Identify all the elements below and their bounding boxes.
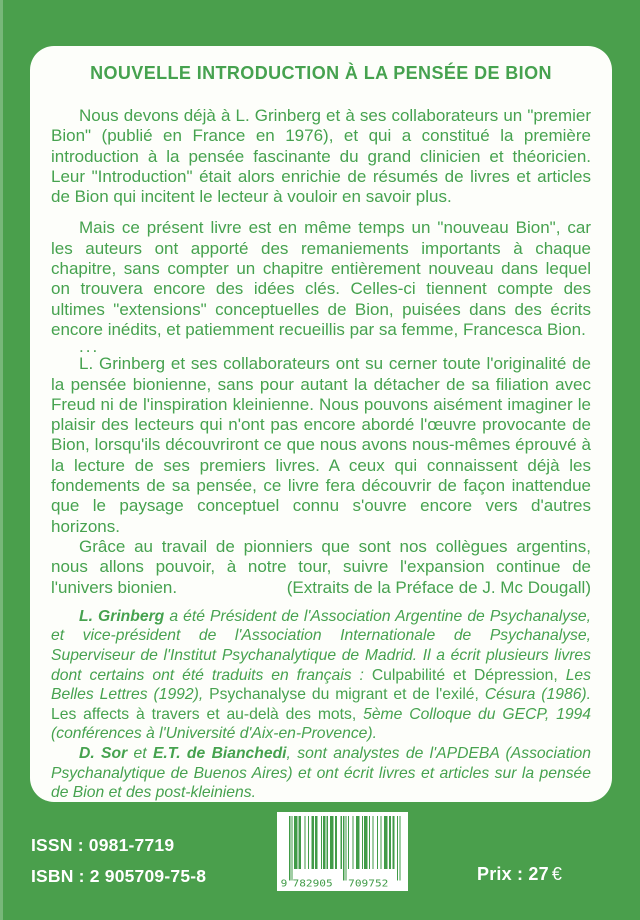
svg-text:9: 9 bbox=[281, 877, 288, 888]
bio-segment: 5ème Colloque du GECP, 1994 (conférences à l'Université d'Aix-en-Provence). bbox=[51, 705, 591, 743]
blurb-paragraphs bbox=[51, 106, 591, 598]
isbn-label: ISBN : 2 905709-75-8 bbox=[31, 866, 207, 886]
blurb-paragraph: Nous devons déjà à L. Grinberg et à ses collaborateurs un "premier Bion" (publié en France en 1976), et qui a constitué la première introduction à la pensée fascinante du grand clinicien et théoricien. Leur "Introduction" était alors enrichie de résumés de livres et articles de Bion qui incitent le lecteur à vouloir en savoir plus. bbox=[51, 106, 591, 207]
barcode-bars bbox=[281, 816, 404, 888]
bio-segment: Culpabilité et Dépression, bbox=[371, 666, 566, 684]
blurb-paragraph: L. Grinberg et ses collaborateurs ont su cerner toute l'originalité de la pensée bionienne, sans pour autant la détacher de sa filiation avec Freud ni de l'inspiration kleinienne. Nous pouvons aisément imaginer le plaisir des lecteurs qui n'ont pas encore abordé l'œuvre provocante de Bion, lorsqu'ils découvriront ce que nous avons nous-mêmes éprouvé à la lecture de ses premiers livres. A ceux qui connaissent déjà les fondements de sa pensée, ce livre fera découvrir de façon inattendue que le paysage conceptuel connu s'ouvre encore vers d'autres horizons. bbox=[51, 354, 591, 536]
bio-segment: et bbox=[127, 744, 153, 762]
blurb-paragraph: Mais ce présent livre est en même temps un "nouveau Bion", car les auteurs ont apporté des remaniements importants à chaque chapitre, sans compter un chapitre entièrement nouveau dans lequel on trouvera encore des idées clés. Celles-ci tiennent compte des ultimes "extensions" conceptuelles de Bion, puisées dans des écrits encore inédits, et patiemment recueillis par sa femme, Francesca Bion. bbox=[51, 218, 591, 339]
bio-paragraph bbox=[51, 607, 591, 744]
blurb-paragraph: Grâce au travail de pionniers que sont nos collègues argentins, nous allons pouvoir, à notre tour, suivre l'expansion continue de l'univers bionien. (Extraits de la Préface de J. Mc Dougall) bbox=[51, 536, 591, 597]
bio-segment: D. Sor bbox=[79, 744, 128, 762]
bio-segment: Psychanalyse du migrant et de l'exilé, bbox=[209, 686, 485, 704]
price-text: Prix : 27 bbox=[477, 864, 549, 884]
issn-label: ISSN : 0981-7719 bbox=[31, 835, 175, 855]
bio-segment: , sont analystes de l'APDEBA (Association Psychanalytique de Buenos Aires) et ont écrit livres et articles sur la pensée de Bion et des post-kleiniens. bbox=[51, 744, 591, 802]
euro-currency-symbol: € bbox=[551, 864, 563, 884]
bio-segment: Les affects à travers et au-delà des mots, bbox=[51, 705, 364, 723]
book-title: NOUVELLE INTRODUCTION À LA PENSÉE DE BION bbox=[90, 63, 552, 83]
svg-text:782905: 782905 bbox=[292, 877, 333, 888]
blurb-card bbox=[30, 46, 612, 802]
author-bio bbox=[51, 607, 591, 802]
bio-segment: Césura (1986). bbox=[484, 686, 592, 704]
svg-text:709752: 709752 bbox=[348, 877, 389, 888]
bio-segment: Les Belles Lettres (1992), bbox=[51, 666, 591, 704]
bio-segment: a été Président de l'Association Argentine de Psychanalyse, et vice-président de l'Association Internationale de Psychanalyse, Superviseur de l'Institut Psychanalytique de Madrid. Il a écrit plusieurs livres dont certains ont été traduits en français : bbox=[51, 607, 591, 684]
preface-attribution: (Extraits de la Préface de J. Mc Dougall) bbox=[286, 577, 591, 597]
bio-segment: L. Grinberg bbox=[79, 607, 165, 625]
price-label bbox=[477, 864, 562, 885]
barcode bbox=[277, 812, 408, 891]
bio-segment: E.T. de Bianchedi bbox=[152, 744, 287, 762]
ellipsis-separator: ... bbox=[79, 337, 100, 357]
bio-paragraph bbox=[51, 744, 591, 802]
